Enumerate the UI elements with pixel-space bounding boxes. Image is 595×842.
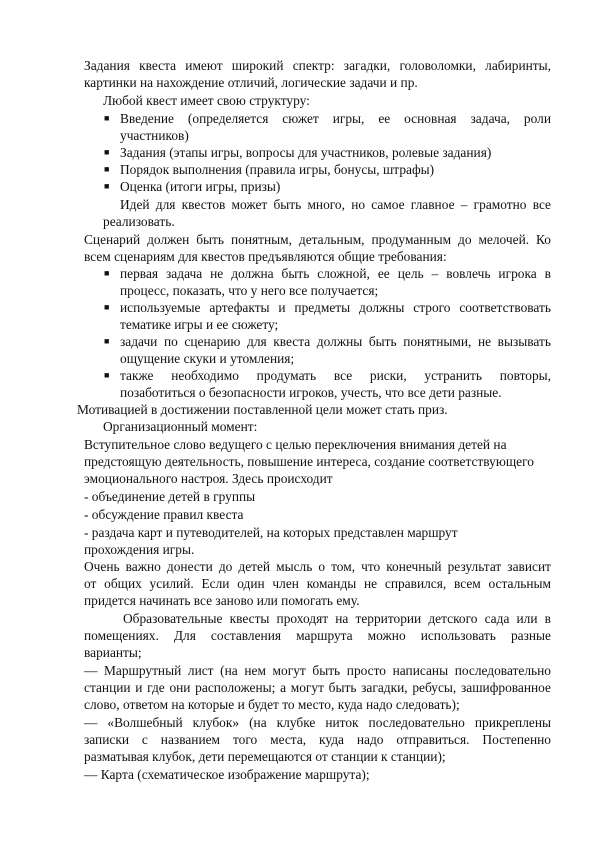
text-line: Организационный момент: <box>103 419 258 434</box>
square-bullet-icon: ■ <box>104 268 110 278</box>
text-line: — Маршрутный лист (на нем могут быть просто написаны последовательно <box>84 663 551 678</box>
list-item: также необходимо продумать все риски, устранить повторы, <box>120 368 551 383</box>
square-bullet-icon: ■ <box>104 370 110 380</box>
text-line: Сценарий должен быть понятным, детальным, продуманным до мелочей. Ко <box>84 232 551 247</box>
square-bullet-icon: ■ <box>104 302 110 312</box>
text-line: предстоящую деятельность, повышение интереса, создание соответствующего <box>84 454 534 469</box>
list-item: тематике игры и ее сюжету; <box>120 317 279 332</box>
text-line: эмоционального настроя. Здесь происходит <box>84 471 333 486</box>
list-item: ощущение скуки и утомления; <box>120 351 295 366</box>
text-line: картинки на нахождение отличий, логические задачи и пр. <box>84 75 418 90</box>
text-line: варианты; <box>84 645 142 660</box>
square-bullet-icon: ■ <box>104 336 110 346</box>
text-line: Вступительное слово ведущего с целью переключения внимания детей на <box>84 437 507 452</box>
list-item: позаботиться о безопасности игроков, учесть, что все дети разные. <box>120 385 502 400</box>
list-item: задачи по сценарию для квеста должны быть понятными, не вызывать <box>120 334 551 349</box>
text-line: от общих усилий. Если один член команды не справился, всем остальным <box>84 576 551 591</box>
list-item: Задания (этапы игры, вопросы для участников, ролевые задания) <box>120 145 492 160</box>
text-line: — «Волшебный клубок» (на клубке ниток последовательно прикреплены <box>84 715 551 730</box>
text-line: слово, ответом на которые и будет то место, куда надо следовать); <box>84 697 460 712</box>
text-line: всем сценариям для квестов предъявляются общие требования: <box>84 249 447 264</box>
list-item: первая задача не должна быть сложной, ее цель – вовлечь игрока в <box>120 266 551 281</box>
square-bullet-icon: ■ <box>104 181 110 191</box>
text-line: Мотивацией в достижении поставленной цели может стать приз. <box>77 402 448 417</box>
text-line: Образовательные квесты проходят на территории детского сада или в <box>123 611 551 626</box>
text-line: Очень важно донести до детей мысль о том, что конечный результат зависит <box>84 559 551 574</box>
list-item: Введение (определяется сюжет игры, ее основная задача, роли <box>120 111 551 126</box>
text-line: Любой квест имеет свою структуру: <box>103 93 310 108</box>
text-line: придется начинать все заново или помогать ему. <box>84 593 360 608</box>
list-item: Оценка (итоги игры, призы) <box>120 179 281 194</box>
list-item: - обсуждение правил квеста <box>84 507 244 522</box>
list-item: используемые артефакты и предметы должны строго соответствовать <box>120 300 551 315</box>
text-line: — Карта (схематическое изображение маршрута); <box>84 767 370 782</box>
text-line: прохождения игры. <box>84 542 195 557</box>
list-item: - объединение детей в группы <box>84 489 256 504</box>
list-item: процесс, показать, что у него все получается; <box>120 283 379 298</box>
list-item: участников) <box>120 128 189 143</box>
text-line: станции и где они расположены; а могут быть загадки, ребусы, зашифрованное <box>84 680 551 695</box>
text-line: Идей для квестов может быть много, но самое главное – грамотно все <box>120 197 551 212</box>
list-item: - раздача карт и путеводителей, на которых представлен маршрут <box>84 525 458 540</box>
text-line: реализовать. <box>103 214 175 229</box>
text-line: Задания квеста имеют широкий спектр: загадки, головоломки, лабиринты, <box>84 58 551 73</box>
text-line: разматывая клубок, дети перемещаются от станции к станции); <box>84 749 446 764</box>
text-line: записки с названием того места, куда надо отправиться. Постепенно <box>84 732 551 747</box>
square-bullet-icon: ■ <box>104 113 110 123</box>
square-bullet-icon: ■ <box>104 147 110 157</box>
text-line: помещениях. Для составления маршрута можно использовать разные <box>84 628 551 643</box>
list-item: Порядок выполнения (правила игры, бонусы, штрафы) <box>120 162 435 177</box>
square-bullet-icon: ■ <box>104 164 110 174</box>
